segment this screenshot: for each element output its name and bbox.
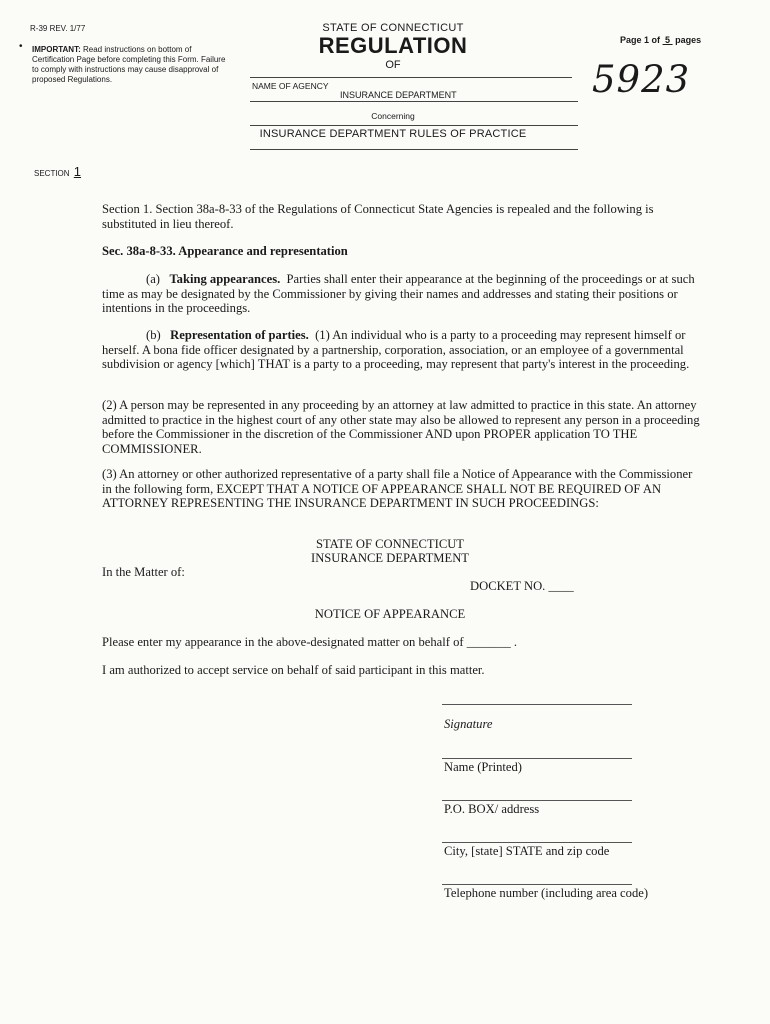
important-text: Read instructions on bottom of Certification Page before completing this Form. Failure to comply with instructions may cause disapproval of proposed Regulations. — [32, 45, 226, 84]
page-suffix: pages — [675, 35, 702, 45]
name-caption: Name (Printed) — [444, 760, 522, 774]
agency-rule-bottom — [250, 101, 578, 102]
intro-paragraph: Section 1. Section 38a-8-33 of the Regulations of Connecticut State Agencies is repealed and the following is substituted in lieu thereof. — [102, 202, 654, 231]
page-counter — [620, 35, 701, 45]
form-dept-heading: INSURANCE DEPARTMENT — [311, 551, 469, 565]
paragraph-a-heading: Taking appearances. — [169, 272, 281, 286]
phone-caption: Telephone number (including area code) — [444, 886, 649, 900]
signature-line — [442, 704, 632, 705]
paragraph-b — [102, 328, 702, 372]
of-label: OF — [385, 59, 401, 71]
name-line — [442, 758, 632, 759]
agency-rule-top — [250, 77, 572, 78]
state-heading: STATE OF CONNECTICUT — [322, 22, 464, 34]
section-heading: Sec. 38a-8-33. Appearance and representation — [102, 244, 348, 258]
page-prefix: Page 1 of — [620, 35, 661, 45]
concerning-rule-top — [250, 125, 578, 126]
paragraph-b-heading: Representation of parties. — [170, 328, 309, 342]
authorization-line: I am authorized to accept service on behalf of said participant in this matter. — [102, 663, 485, 677]
form-id: R-39 REV. 1/77 — [30, 24, 86, 33]
paragraph-2: (2) A person may be represented in any proceeding by an attorney at law admitted to practice in this state. An attorney admitted to practice in the highest court of any other state may also be allowed to represent any person in a proceeding before the Commissioner in the discretion of the Commissioner AND upon PROPER application TO THE COMMISSIONER. — [102, 398, 700, 456]
concerning-rule-bottom — [250, 149, 578, 150]
section-word: SECTION — [34, 169, 70, 178]
matter-label: In the Matter of: — [102, 565, 185, 579]
city-caption: City, [state] STATE and zip code — [444, 844, 610, 858]
important-label: IMPORTANT: — [32, 45, 81, 54]
address-caption: P.O. BOX/ address — [444, 802, 540, 816]
concerning-label: Concerning — [371, 111, 415, 121]
phone-line — [442, 884, 632, 885]
paragraph-3: (3) An attorney or other authorized representative of a party shall file a Notice of Appearance with the Commissioner in the following form, EXCEPT THAT A NOTICE OF APPEARANCE SHALL NOT BE REQUIRED OF AN ATTORNEY REPRESENTING THE INSURANCE DEPARTMENT IN SUCH PROCEEDINGS: — [102, 467, 693, 510]
agency-value: INSURANCE DEPARTMENT — [340, 90, 457, 100]
signature-caption: Signature — [444, 717, 493, 731]
docket-number: DOCKET NO. ____ — [470, 579, 574, 593]
paragraph-a — [102, 272, 702, 316]
paragraph-b-text: (1) An individual who is a party to a proceeding may represent himself or herself. A bona fide officer designated by a partnership, corporation, association, or an employee of a governmental subdivision or agency [which] THAT is a party to a proceeding, may represent that party's interest in the proceeding. — [102, 328, 690, 371]
page-total: 5 — [665, 35, 671, 45]
appearance-line: Please enter my appearance in the above-designated matter on behalf of _______ . — [102, 635, 518, 649]
important-note — [32, 45, 232, 85]
handwritten-regulation-number: 5923 — [592, 58, 691, 101]
city-line — [442, 842, 632, 843]
paragraph-b-label: (b) — [146, 328, 161, 342]
address-line — [442, 800, 632, 801]
bullet-mark: • — [19, 41, 23, 52]
regulation-title: REGULATION — [318, 33, 468, 58]
form-state-heading: STATE OF CONNECTICUT — [315, 537, 465, 551]
concerning-value: INSURANCE DEPARTMENT RULES OF PRACTICE — [259, 128, 527, 140]
section-number: 1 — [73, 164, 82, 179]
paragraph-a-text: Parties shall enter their appearance at the beginning of the proceedings or at such time as may be designated by the Commissioner by giving their names and addresses and stating their positions or intentions in the proceedings. — [102, 272, 695, 315]
agency-label: NAME OF AGENCY — [252, 81, 329, 91]
section-label — [34, 164, 81, 179]
notice-title: NOTICE OF APPEARANCE — [314, 607, 466, 621]
paragraph-a-label: (a) — [146, 272, 160, 286]
